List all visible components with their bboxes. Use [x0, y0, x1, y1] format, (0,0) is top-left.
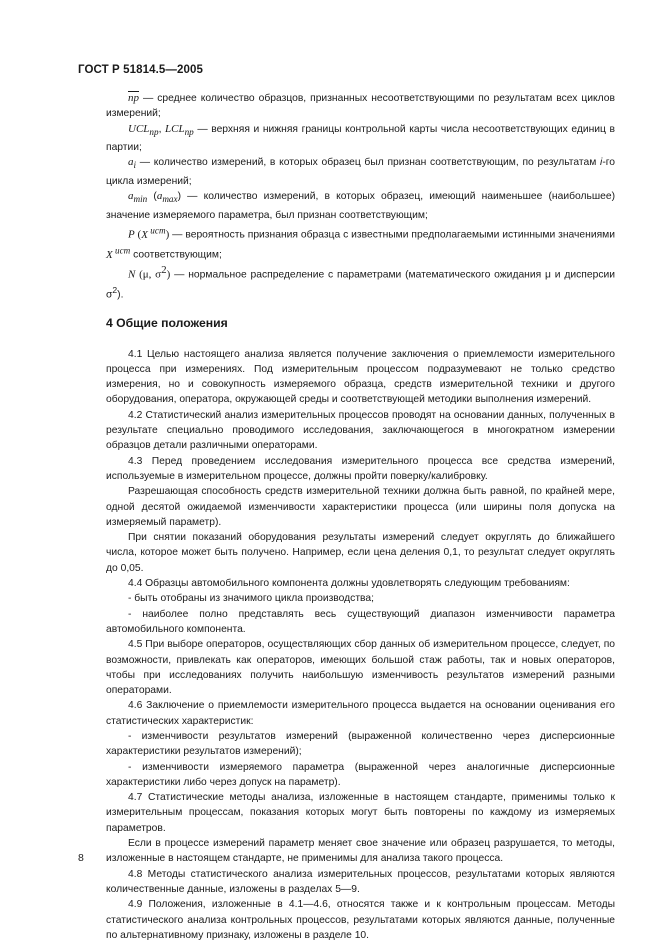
list-item: - быть отобраны из значимого цикла производства;	[128, 593, 374, 605]
paragraph-4-5: 4.5 При выборе операторов, осуществляющих сбор данных об измерительном процессе, следует, по возможности, привлекать как операторов, имеющих большой стаж работы, так и новых операторов, чтобы при исследованиях получить наибольшую изменчивость результатов измерений разными операторами.	[106, 639, 615, 697]
paragraph-4-1: 4.1 Целью настоящего анализа является получение заключения о приемлемости измерительного процесса при измерениях. Под измерительным процессом подразумевают не только средство измерения, но и совокупность измеряемого образца, средств измерительной техники и другого оборудования, оператора, окружающей среды и соответствующей методики выполнения измерений.	[106, 348, 615, 406]
list-item: - наиболее полно представлять весь существующий диапазон изменчивости параметра автомобильного компонента.	[106, 608, 615, 635]
document-header: ГОСТ Р 51814.5—2005	[78, 64, 203, 76]
definition-ucl-lcl: $UCL_{np}$, $LCL_{np}$ — верхняя и нижняя границы контрольной карты числа несоответствующих единиц в партии;	[106, 122, 615, 154]
symbol-np: $\overline{np}$	[128, 92, 139, 104]
definition-p: P (X $^{ист}$) — вероятность признания образца с известными предполагаемыми истинными значениями X $^{ист}$ соответствующим;	[106, 224, 615, 261]
page-number: 8	[78, 852, 84, 864]
definition-ai: $a_i$ — количество измерений, в которых образец был признан соответствующим, по результатам i-го цикла измерений;	[106, 156, 615, 187]
definition-n: N (μ, $\sigma^2$) — нормальное распределение с параметрами (математического ожидания μ и дисперсии $\sigma^2$).	[106, 263, 615, 300]
paragraph-4-6: 4.6 Заключение о приемлемости измерительного процесса выдается на основании оценивания его статистических характеристик:	[106, 700, 615, 727]
paragraph-resolution: Разрешающая способность средств измерительной техники должна быть равной, по крайней мере, одной десятой ожидаемой изменчивости характеристики процесса (или ширины поля допуска на измеряемый параметр).	[106, 486, 615, 528]
list-item: - изменчивости измеряемого параметра (выраженной через аналогичные дисперсионные характеристики либо через допуск на параметр).	[106, 761, 615, 788]
symbol-ucl: $UCL_{np}$	[128, 122, 159, 137]
section-body	[106, 347, 615, 943]
section-title: 4 Общие положения	[106, 316, 228, 331]
symbol-n: N	[128, 268, 136, 281]
symbol-x-ist: X $^{ист}$	[141, 224, 166, 241]
symbol-lcl: $LCL_{np}$	[165, 122, 194, 137]
paragraph-destructive: Если в процессе измерений параметр меняет свое значение или образец разрушается, то методы, изложенные в настоящем стандарте, не применимы для анализа такого процесса.	[106, 838, 615, 865]
symbol-amax: $a_{max}$	[156, 190, 178, 205]
paragraph-4-3: 4.3 Перед проведением исследования измерительного процесса все средства измерений, используемые в измерительном процессе, должны пройти поверку/калибровку.	[106, 455, 615, 482]
paragraph-4-8: 4.8 Методы статистического анализа измерительных процессов, результатами которых являются количественные данные, изложены в разделах 5—9.	[106, 868, 615, 895]
symbol-amin: $a_{min}$	[128, 190, 148, 205]
symbol-ai: $a_i$	[128, 156, 137, 171]
definition-amin-amax: $a_{min}$ $(a_{max})$ — количество измерений, в которых образец, имеющий наименьшее (наибольшее) значение измеряемого параметра, был признан соответствующим;	[106, 190, 615, 221]
paragraph-4-7: 4.7 Статистические методы анализа, изложенные в настоящем стандарте, применимы только к измерительным процессам, показания которых могут быть повторены по каждому из измеряемых параметров.	[106, 792, 615, 834]
paragraph-rounding: При снятии показаний оборудования результаты измерений следует округлять до ближайшего числа, которое может быть получено. Например, если цена деления 0,1, то результат следует округлять до 0,05.	[106, 532, 615, 574]
symbol-x-ist-2: X $^{ист}$	[106, 244, 131, 261]
paragraph-4-9: 4.9 Положения, изложенные в 4.1—4.6, относятся также и к контрольным процессам. Методы статистического анализа контрольных процессов, результатами которых являются данные, полученные по альтернативному признаку, изложены в разделе 10.	[106, 899, 615, 941]
symbol-p: P	[128, 228, 135, 241]
list-item: - изменчивости результатов измерений (выраженной количественно через дисперсионные характеристики результатов измерений);	[106, 731, 615, 758]
definitions-list	[106, 91, 615, 302]
paragraph-4-2: 4.2 Статистический анализ измерительных процессов проводят на основании данных, полученных в результате специально проводимого исследования, заключающегося в многократном измерении образцов детали различными операторами.	[106, 409, 615, 452]
paragraph-4-4: 4.4 Образцы автомобильного компонента должны удовлетворять следующим требованиям:	[128, 578, 570, 590]
definition-np: $\overline{np}$ — среднее количество образцов, признанных несоответствующими по результатам всех циклов измерений;	[106, 92, 615, 120]
document-body	[106, 91, 615, 943]
